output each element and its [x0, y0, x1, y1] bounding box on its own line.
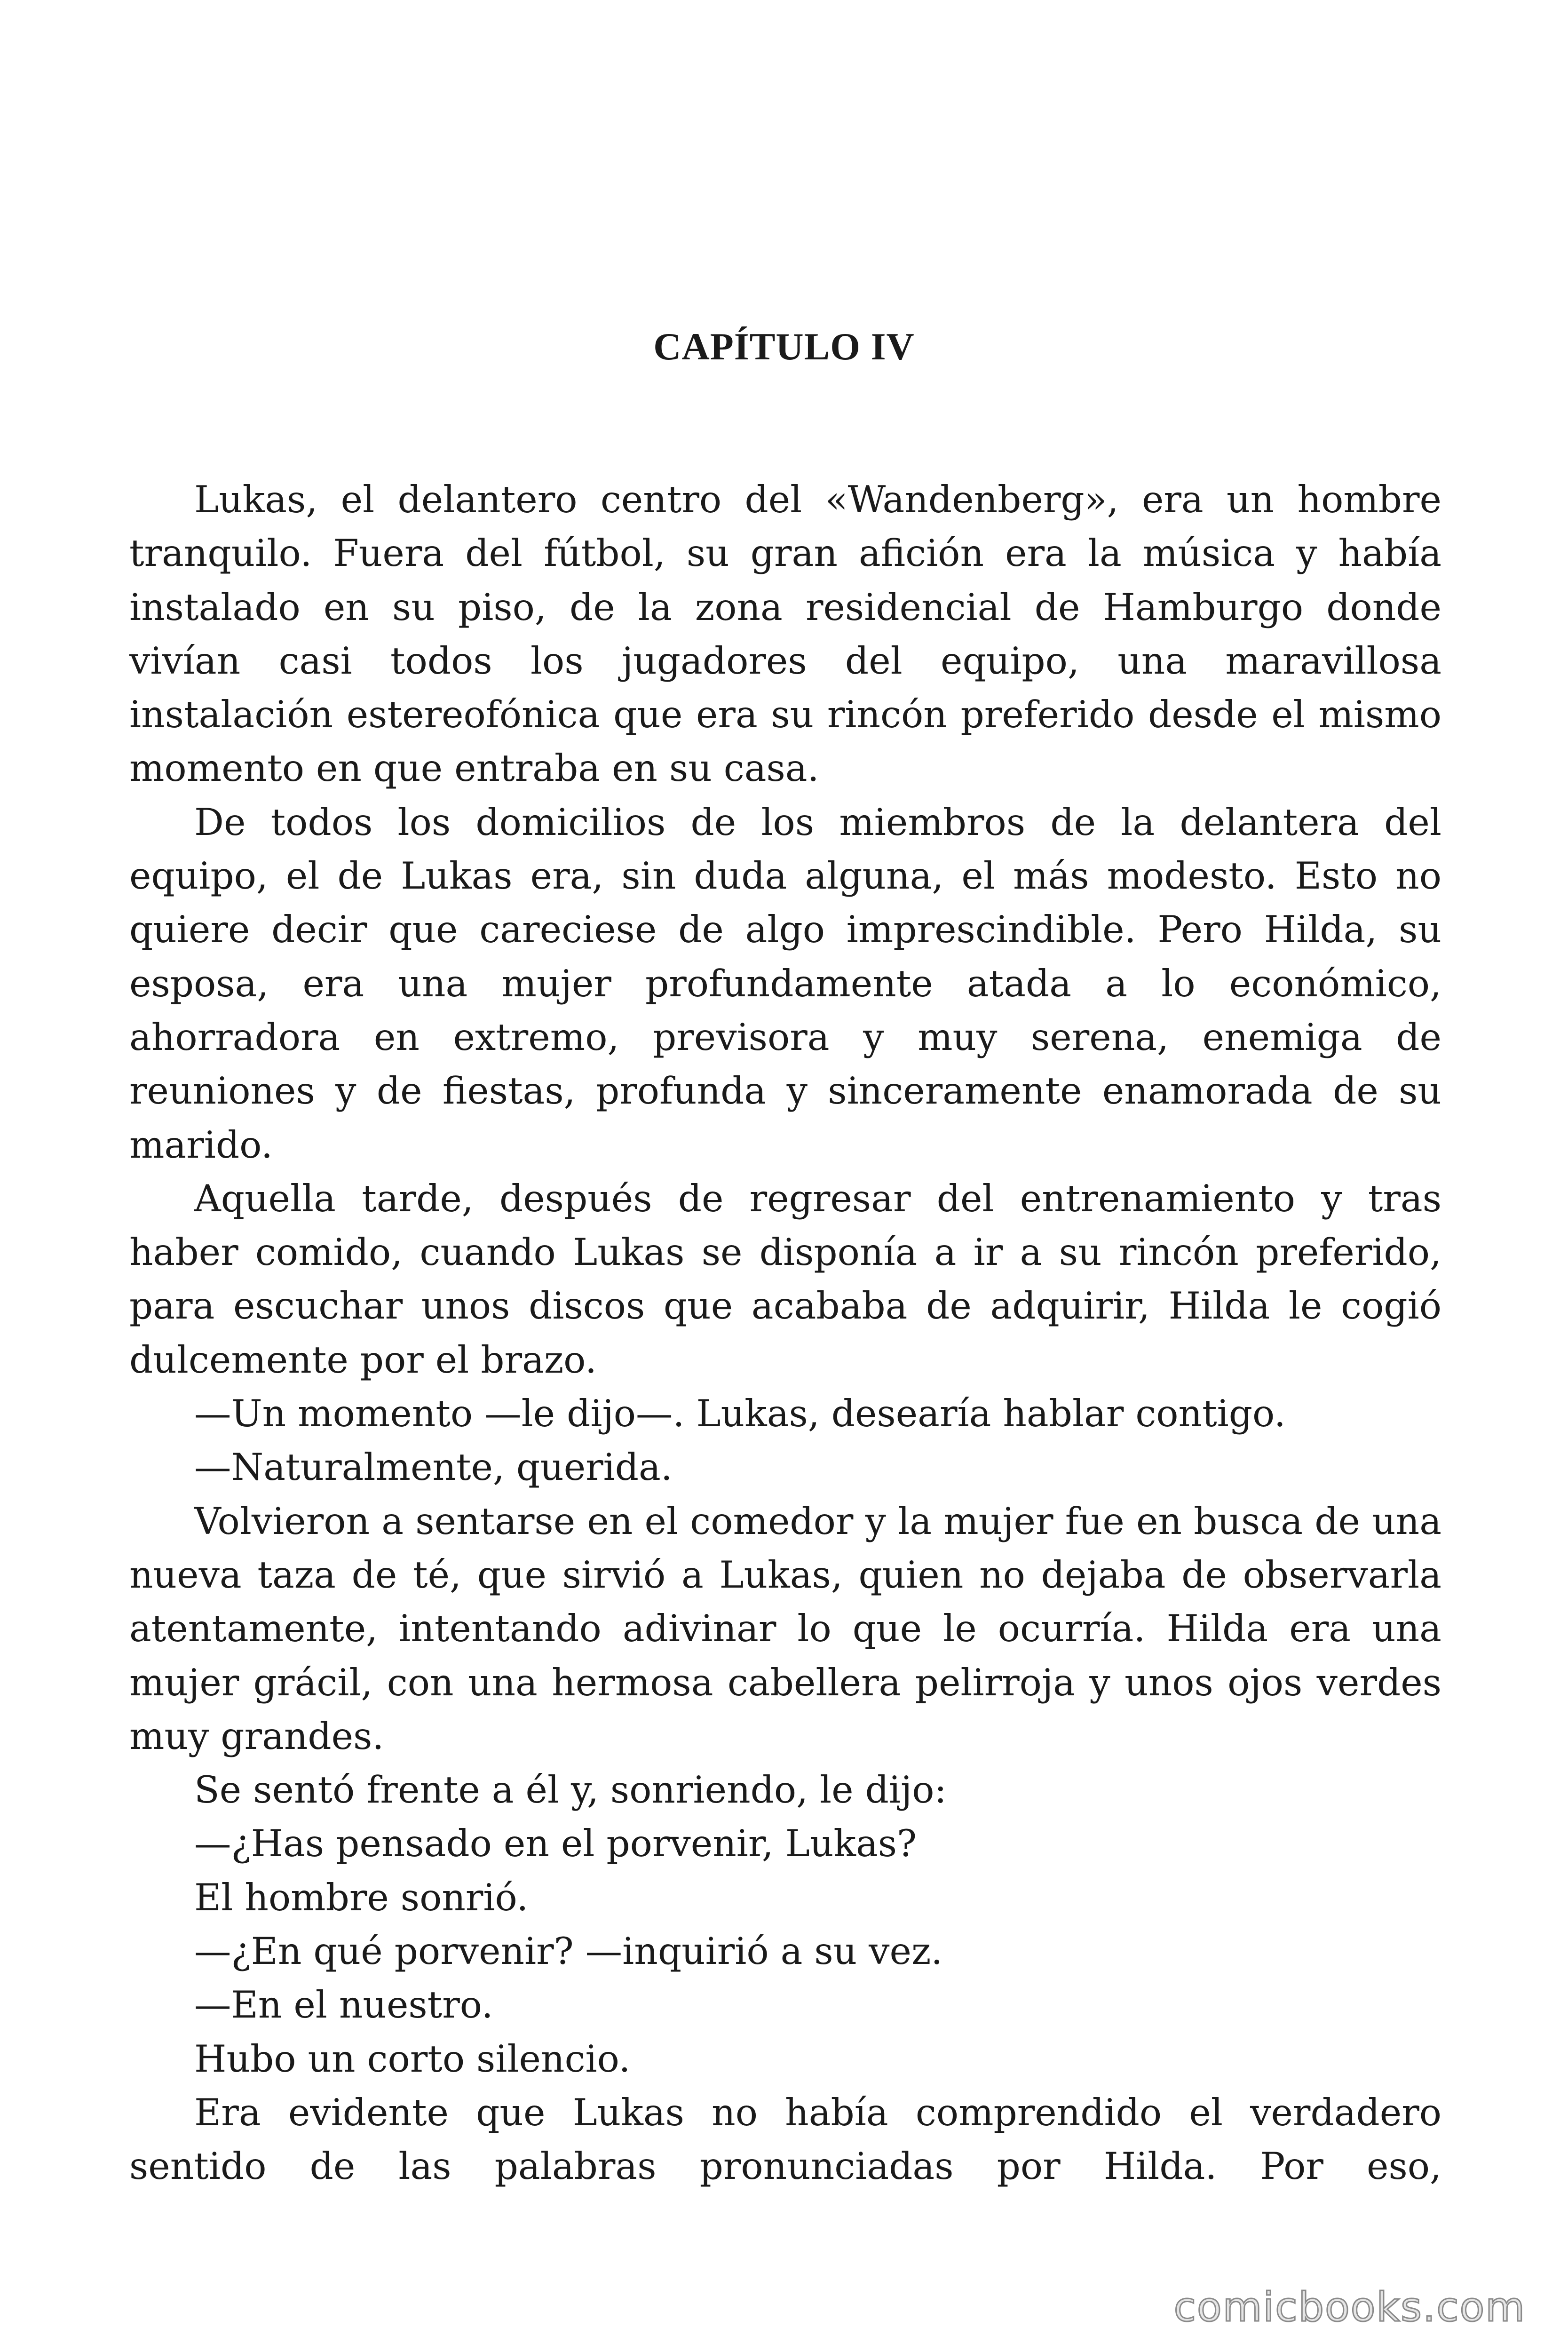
paragraph: Hubo un corto silencio. — [194, 2037, 631, 2081]
dialogue-line: —¿En qué porvenir? —inquirió a su vez. — [194, 1930, 943, 1973]
paragraph: Se sentó frente a él y, sonriendo, le dijo: — [194, 1768, 947, 1812]
paragraph: Volvieron a sentarse en el comedor y la mujer fue en busca de una nueva taza de té, que sirvió a Lukas, quien no dejaba de observarla atentamente, intentando adivinar lo que le ocurría. Hilda era una mujer grácil, con una hermosa cabellera pelirroja y unos ojos verdes muy grandes. — [129, 1499, 1441, 1758]
paragraph: Aquella tarde, después de regresar del entrenamiento y tras haber comido, cuando Lukas se disponía a ir a su rincón preferido, para escuchar unos discos que acababa de adquirir, Hilda le cogió dulcemente por el brazo. — [129, 1176, 1441, 1382]
dialogue-line: —¿Has pensado en el porvenir, Lukas? — [194, 1822, 917, 1866]
chapter-body — [129, 473, 1441, 2193]
paragraph: De todos los domicilios de los miembros de la delantera del equipo, el de Lukas era, sin duda alguna, el más modesto. Esto no quiere decir que careciese de algo imprescindible. Pero Hilda, su esposa, era una mujer profundamente atada a lo económico, ahorradora en extremo, previsora y muy serena, enemiga de reuniones y de fiestas, profunda y sinceramente enamorada de su marido. — [129, 800, 1441, 1167]
paragraph: El hombre sonrió. — [194, 1875, 529, 1919]
paragraph: Era evidente que Lukas no había comprendido el verdadero sentido de las palabras pronunciadas por Hilda. Por eso, — [129, 2090, 1441, 2188]
watermark: comicbooks.com — [1173, 2284, 1526, 2331]
chapter-title: CAPÍTULO IV — [653, 325, 915, 368]
dialogue-line: —Naturalmente, querida. — [194, 1446, 673, 1489]
dialogue-line: —En el nuestro. — [194, 1983, 493, 2027]
paragraph: Lukas, el delantero centro del «Wandenberg», era un hombre tranquilo. Fuera del fútbol, su gran afición era la música y había instalado en su piso, de la zona residencial de Hamburgo donde vivían casi todos los jugadores del equipo, una maravillosa instalación estereofónica que era su rincón preferido desde el mismo momento en que entraba en su casa. — [129, 478, 1441, 790]
dialogue-line: —Un momento —le dijo—. Lukas, desearía hablar contigo. — [194, 1392, 1286, 1436]
